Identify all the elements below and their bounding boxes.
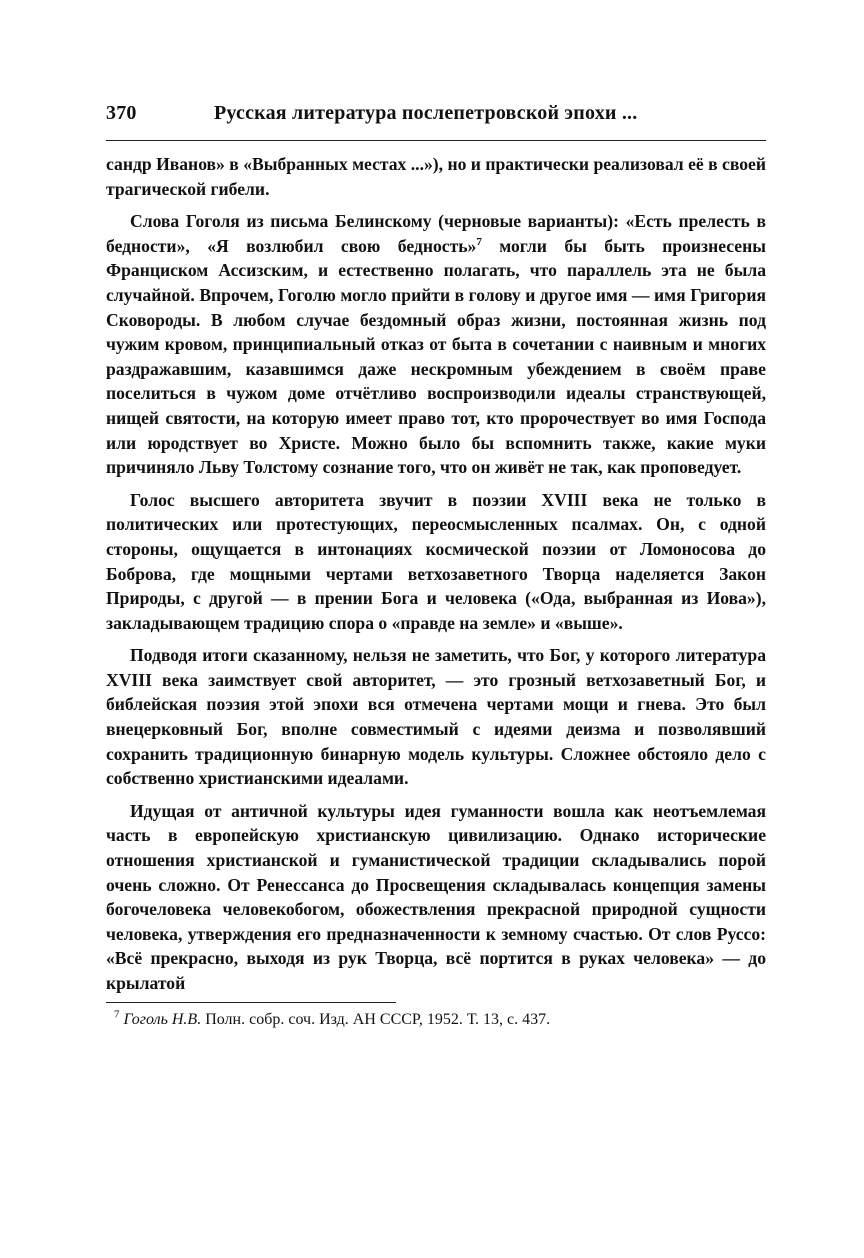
paragraph-5: Идущая от античной культуры идея гуманности вошла как неотъемлемая часть в европейскую христианскую цивилизацию. Однако исторические отношения христианской и гуманистической традиции складывались порой очень сложно. От Ренессанса до Просвещения складывалась концепция замены богочеловека человекобогом, обожествления прекрасной природной сущности человека, утверждения его предназначенности к земному счастью. От слов Руссо: «Всё прекрасно, выходя из рук Творца, всё портится в руках человека» — до крылатой (106, 800, 766, 993)
running-title: Русская литература послепетровской эпохи ... (214, 102, 638, 124)
footnote-reference: 7 (476, 235, 482, 248)
footnote-author: Гоголь Н.В. (123, 1010, 202, 1028)
paragraph-2-start: Слова Гоголя из письма Белинскому (черновые варианты): «Есть прелесть в бедности», «Я возлюбил свою бедность» (106, 211, 766, 256)
body-text (106, 152, 766, 996)
footnote (106, 1009, 766, 1031)
paragraph-2 (106, 209, 766, 480)
running-header (106, 102, 766, 136)
footnote-rule (106, 1002, 396, 1003)
paragraph-2-rest: могли бы быть произнесены Франциском Ассизским, и естественно полагать, что параллель эта не была случайной. Впрочем, Гоголю могло прийти в голову и другое имя — имя Григория Сковороды. В любом случае бездомный образ жизни, постоянная жизнь под чужим кровом, принципиальный отказ от быта в сочетании с наивным и многих раздражавшим, казавшимся даже нескромным убеждением в своём праве поселиться в чужом доме отчётливо воспроизводили идеалы странствующей, нищей святости, на которую имеет право тот, кто пророчествует во имя Господа или юродствует во Христе. Можно было бы вспомнить также, какие муки причиняло Льву Толстому сознание того, что он живёт не так, как проповедует. (106, 235, 766, 478)
header-rule (106, 140, 766, 141)
footnote-text: Полн. собр. соч. Изд. АН СССР, 1952. Т. 13, с. 437. (201, 1010, 551, 1028)
book-page (106, 102, 766, 1031)
paragraph-3: Голос высшего авторитета звучит в поэзии XVIII века не только в политических или протестующих, переосмысленных псалмах. Он, с одной стороны, ощущается в интонациях космической поэзии от Ломоносова до Боброва, где мощными чертами ветхозаветного Творца наделяется Закон Природы, с другой — в прении Бога и человека («Ода, выбранная из Иова»), закладывающем традицию спора о «правде на земле» и «выше». (106, 489, 766, 633)
paragraph-1: сандр Иванов» в «Выбранных местах ...»), но и практически реализовал её в своей трагической гибели. (106, 154, 766, 199)
page-number: 370 (106, 102, 137, 124)
paragraph-4: Подводя итоги сказанному, нельзя не заметить, что Бог, у которого литература XVIII века заимствует свой авторитет, — это грозный ветхозаветный Бог, и библейская поэзия этой эпохи вся отмечена чертами мощи и гнева. Это был внецерковный Бог, вполне совместимый с идеями деизма и позволявший сохранить традиционную бинарную модель культуры. Сложнее обстояло дело с собственно христианскими идеалами. (106, 645, 766, 789)
footnote-marker: 7 (114, 1008, 120, 1021)
